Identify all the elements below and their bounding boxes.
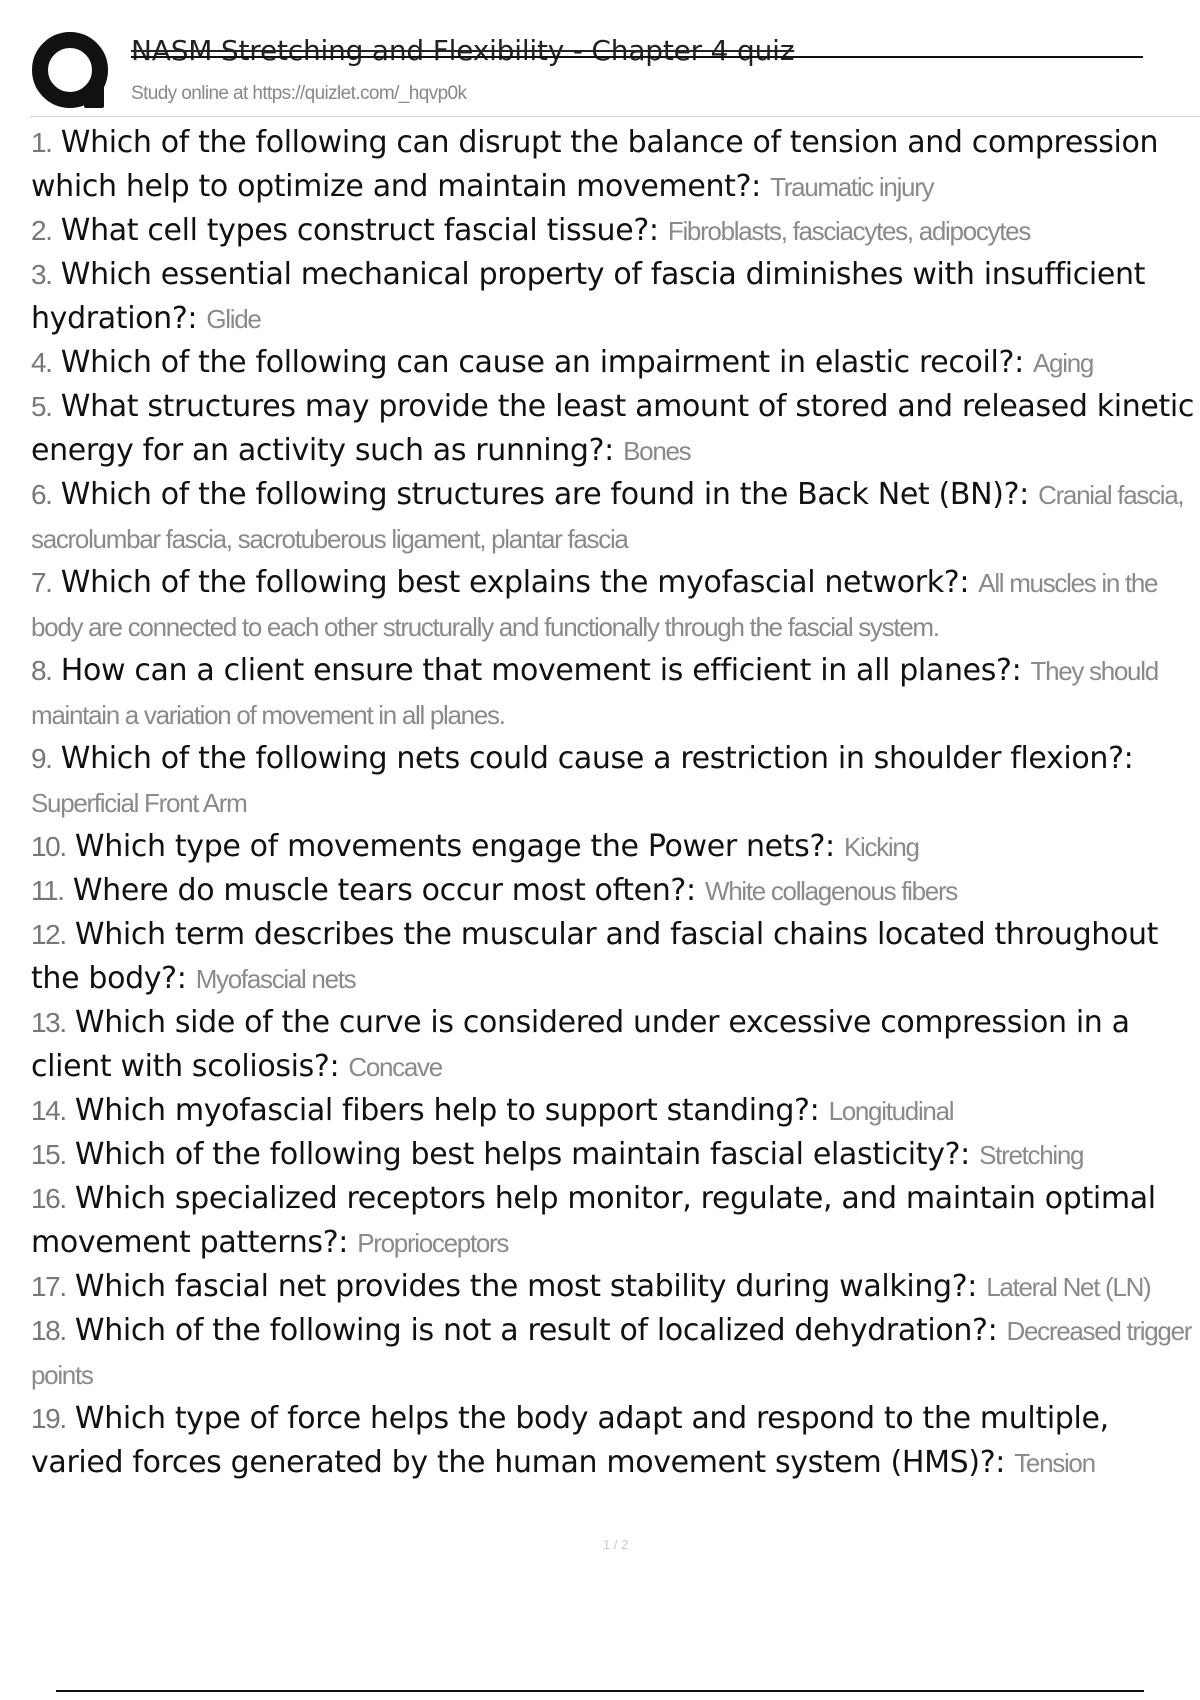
- question-text: Where do muscle tears occur most often?:: [72, 873, 696, 908]
- question-text: Which type of force helps the body adapt and respond to the multiple, varied forces generated by the human movement system (HMS)?:: [31, 1401, 1109, 1480]
- answer-text: Glide: [206, 304, 261, 334]
- qa-item: [31, 825, 1200, 869]
- qa-item: [31, 913, 1200, 1001]
- qa-item: [31, 253, 1200, 341]
- qa-item: [31, 1309, 1200, 1397]
- qa-item: [31, 737, 1200, 825]
- item-number: 11.: [31, 875, 64, 906]
- item-number: 1.: [31, 127, 52, 158]
- item-number: 9.: [31, 743, 52, 774]
- item-number: 19.: [31, 1403, 66, 1434]
- question-text: What structures may provide the least amount of stored and released kinetic energy for an activity such as running?:: [31, 389, 1195, 468]
- item-number: 14.: [31, 1095, 66, 1126]
- answer-text: White collagenous fibers: [704, 876, 958, 906]
- question-text: Which essential mechanical property of fascia diminishes with insufficient hydration?:: [31, 257, 1146, 336]
- question-text: Which of the following can disrupt the balance of tension and compression which help to optimize and maintain movement?:: [31, 125, 1159, 204]
- question-text: Which of the following best helps maintain fascial elasticity?:: [74, 1137, 970, 1172]
- qa-item: [31, 1397, 1200, 1485]
- question-text: Which of the following can cause an impairment in elastic recoil?:: [60, 345, 1024, 380]
- answer-text: Longitudinal: [828, 1096, 954, 1126]
- item-number: 16.: [31, 1183, 66, 1214]
- answer-text: Superficial Front Arm: [31, 788, 247, 818]
- qa-item: [31, 869, 1200, 913]
- answer-text: Aging: [1033, 348, 1094, 378]
- question-text: Which type of movements engage the Power nets?:: [74, 829, 835, 864]
- document-title: NASM Stretching and Flexibility - Chapter 4 quiz: [131, 34, 795, 67]
- title-rule: [131, 56, 1143, 58]
- answer-text: Kicking: [843, 832, 919, 862]
- qa-item: [31, 473, 1200, 561]
- qa-item: [31, 1133, 1200, 1177]
- qa-item: [31, 341, 1200, 385]
- question-text: Which of the following best explains the myofascial network?:: [60, 565, 970, 600]
- item-number: 4.: [31, 347, 52, 378]
- answer-text: Concave: [348, 1052, 442, 1082]
- qa-item: [31, 1265, 1200, 1309]
- question-text: What cell types construct fascial tissue?:: [60, 213, 659, 248]
- question-text: Which of the following structures are found in the Back Net (BN)?:: [60, 477, 1029, 512]
- qa-item: [31, 385, 1200, 473]
- answer-text: Bones: [623, 436, 691, 466]
- header-divider: [30, 116, 1200, 117]
- item-number: 6.: [31, 479, 52, 510]
- item-number: 12.: [31, 919, 66, 950]
- page-indicator: 1 / 2: [603, 1537, 629, 1552]
- question-text: Which term describes the muscular and fascial chains located throughout the body?:: [31, 917, 1159, 996]
- item-number: 13.: [31, 1007, 66, 1038]
- answer-text: Tension: [1014, 1448, 1095, 1478]
- question-text: Which side of the curve is considered under excessive compression in a client with scoliosis?:: [31, 1005, 1130, 1084]
- answer-text: Traumatic injury: [770, 172, 934, 202]
- answer-text: Stretching: [979, 1140, 1084, 1170]
- footer-rule: [56, 1690, 1144, 1692]
- qa-list: [31, 121, 1200, 1485]
- qa-item: [31, 649, 1200, 737]
- question-text: Which myofascial fibers help to support standing?:: [74, 1093, 820, 1128]
- qa-item: [31, 209, 1200, 253]
- qa-item: [31, 1177, 1200, 1265]
- question-text: Which of the following nets could cause a restriction in shoulder flexion?:: [60, 741, 1134, 776]
- item-number: 7.: [31, 567, 52, 598]
- answer-text: Myofascial nets: [195, 964, 356, 994]
- qa-item: [31, 1089, 1200, 1133]
- answer-text: Cranial fascia, sacrolumbar fascia, sacrotuberous ligament, plantar fascia: [31, 480, 1184, 554]
- question-text: Which of the following is not a result of localized dehydration?:: [74, 1313, 998, 1348]
- question-text: How can a client ensure that movement is efficient in all planes?:: [60, 653, 1022, 688]
- question-text: Which specialized receptors help monitor, regulate, and maintain optimal movement patterns?:: [31, 1181, 1156, 1260]
- answer-text: Fibroblasts, fasciacytes, adipocytes: [667, 216, 1031, 246]
- item-number: 18.: [31, 1315, 66, 1346]
- qa-item: [31, 1001, 1200, 1089]
- item-number: 17.: [31, 1271, 66, 1302]
- qa-item: [31, 121, 1200, 209]
- answer-text: Lateral Net (LN): [986, 1272, 1151, 1302]
- item-number: 5.: [31, 391, 52, 422]
- answer-text: Decreased trigger points: [31, 1316, 1192, 1390]
- quizlet-logo-icon: [30, 30, 114, 114]
- item-number: 3.: [31, 259, 52, 290]
- item-number: 2.: [31, 215, 52, 246]
- question-text: Which fascial net provides the most stability during walking?:: [74, 1269, 978, 1304]
- study-online-link-text: Study online at https://quizlet.com/_hqvp0k: [131, 83, 467, 104]
- answer-text: They should maintain a variation of movement in all planes.: [31, 656, 1158, 730]
- item-number: 8.: [31, 655, 52, 686]
- item-number: 10.: [31, 831, 66, 862]
- qa-item: [31, 561, 1200, 649]
- answer-text: Proprioceptors: [357, 1228, 509, 1258]
- item-number: 15.: [31, 1139, 66, 1170]
- answer-text: All muscles in the body are connected to each other structurally and functionally through the fascial system.: [31, 568, 1158, 642]
